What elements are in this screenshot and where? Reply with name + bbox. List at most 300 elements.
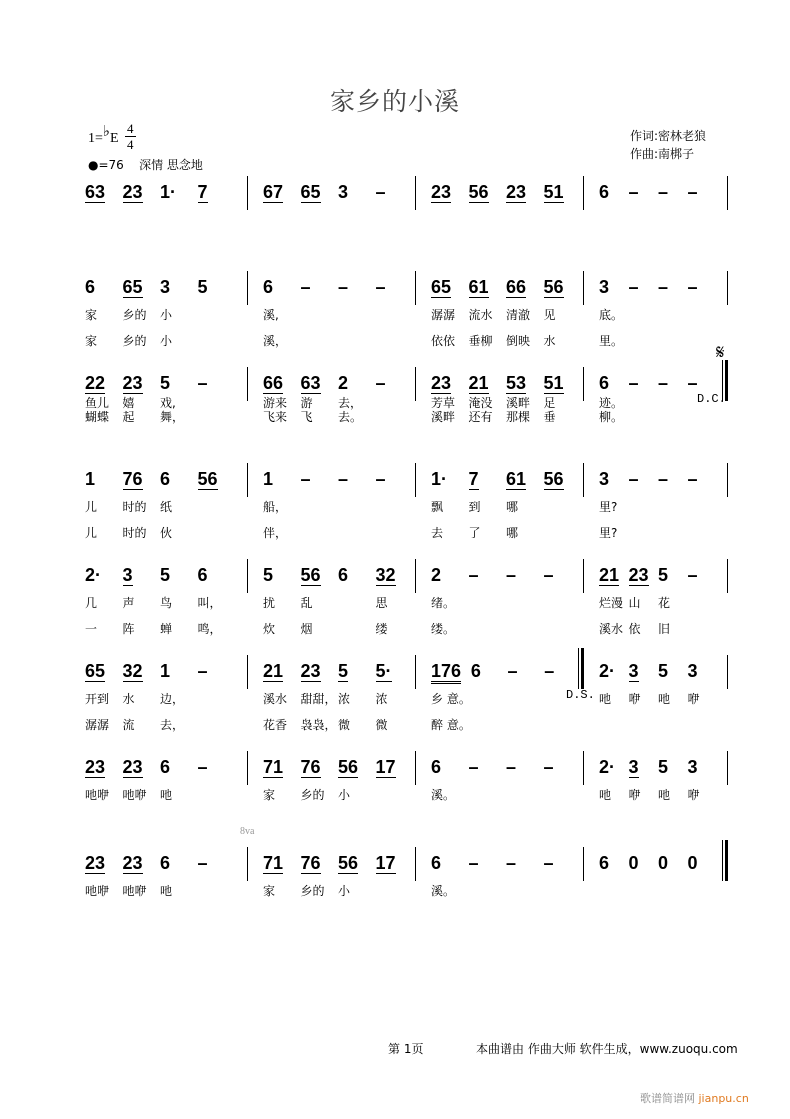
note-column [469,852,507,898]
note [160,276,170,298]
lyric-verse-1: 溪。 [431,788,456,802]
note [658,756,668,778]
measure [85,660,235,732]
lyric-verse-2: 溪畔 [431,410,456,424]
note-column [376,564,414,636]
note [469,372,489,394]
note [431,756,441,778]
measure [263,756,413,802]
lyric-verse-1: 纸 [160,500,173,514]
note-column [160,276,198,348]
lyric-verse-2: 哪 [506,526,519,540]
note [629,660,639,682]
note-value: – [687,277,698,297]
note [506,852,516,874]
note-column [376,468,414,540]
note [599,468,609,490]
note [544,372,564,394]
note-column [658,660,688,706]
expression: 深情 思念地 [139,158,203,172]
note-column [338,852,376,898]
note-column [599,468,629,540]
note-column [338,660,376,732]
lyric-verse-1: 时的 [122,500,147,514]
note-value: 23 [431,373,452,393]
note [85,181,105,203]
watermark [640,1090,749,1106]
note-column [544,756,582,802]
note [599,756,615,778]
lyric-verse-2: 倒映 [506,334,531,348]
note-value: 65 [85,661,106,681]
lyric-verse-1: 开到 [85,692,110,706]
lyric-verse-2: 伙 [160,526,173,540]
note [160,372,170,394]
lyric-verse-1: 潺潺 [431,308,456,322]
note-value: 23 [628,565,649,585]
note-column [376,852,414,898]
lyric-verse-1: 水 [122,692,135,706]
note-value: 65 [300,182,321,202]
note-value: – [197,373,208,393]
note-column [544,468,582,540]
note-value: 3 [338,182,349,202]
lyric-verse-2: 流 [122,718,135,732]
lyric-verse-1: 溪水 [263,692,288,706]
note-column [629,276,659,348]
lyric-verse-2: 蝴蝶 [85,410,110,424]
measure [431,276,581,348]
note-column [123,276,161,348]
lyric-verse-2: 去 [431,526,444,540]
note-value: 6 [599,182,610,202]
note-value: – [628,469,639,489]
measure [85,756,235,802]
note-column [658,852,688,874]
note-value: – [338,277,349,297]
barline [247,751,248,785]
note-value: 51 [543,182,564,202]
lyric-verse-1: 吔咿 [85,788,110,802]
note-value: 6 [599,853,610,873]
note [301,276,311,298]
note [263,852,283,874]
lyric-verse-2: 垂 [543,410,556,424]
lyric-verse-2: 花香 [263,718,288,732]
note-column [338,181,376,203]
note-value: 0 [628,853,639,873]
note-value: 6 [338,565,349,585]
note-column [338,276,376,348]
note-column [301,468,339,540]
note-value: 1 [85,469,96,489]
lyric-verse-1: 到 [468,500,481,514]
measure [599,276,717,348]
note-value: 6 [599,373,610,393]
note-value: – [506,757,517,777]
note [629,181,639,203]
note-value: 3 [687,661,698,681]
note-value: – [338,469,349,489]
staff-system [0,181,790,271]
note-column [263,852,301,898]
note [599,852,609,874]
note-value: – [506,565,517,585]
note-value: 3 [122,565,133,585]
note-value: 23 [85,853,106,873]
note [688,372,698,394]
page-number: 第 1页 [388,1042,424,1056]
barline [415,367,416,401]
note-column [160,660,198,732]
lyric-verse-1: 吔咿 [122,788,147,802]
note-value: 3 [628,757,639,777]
note-column [263,660,301,732]
note [338,276,348,298]
note-value: 21 [599,565,620,585]
key-prefix: 1= [88,131,103,146]
barline [583,751,584,785]
note-column [629,756,659,802]
lyric-verse-1: 烂漫 [599,596,624,610]
note [688,468,698,490]
note-value: – [506,853,517,873]
note [431,564,441,586]
note [469,756,479,778]
note [544,181,564,203]
note [301,852,321,874]
note-column [85,276,123,348]
lyric-verse-1: 吔 [160,788,173,802]
note-value: 6 [160,469,171,489]
barline [415,271,416,305]
note [469,276,489,298]
note [688,756,698,778]
note-value: 5 [658,565,669,585]
lyric-verse-1: 吔 [160,884,173,898]
note [198,852,208,874]
quarter-note-icon: ● [88,158,99,172]
note-value: – [658,373,669,393]
note [338,181,348,203]
note-column [506,468,544,540]
lyric-verse-2: 还有 [468,410,493,424]
note-column [629,564,659,636]
repeat-mark: D.C. [697,392,726,406]
measure [431,756,581,802]
note-value: 56 [197,469,218,489]
barline [247,367,248,401]
note-column [263,468,301,540]
note-column [123,181,161,203]
note-value: 6 [470,661,481,681]
note-value: 17 [375,853,396,873]
lyric-verse-1: 乡 意。 [431,692,471,706]
lyric-verse-2: 烟 [300,622,313,636]
note [123,660,143,682]
measure [431,181,581,203]
lyric-verse-1: 绪。 [431,596,456,610]
note-column [263,372,301,424]
note [198,372,208,394]
note [658,372,668,394]
note-column [123,660,161,732]
note-value: 56 [300,565,321,585]
note-value: 22 [85,373,106,393]
note-column [544,852,582,898]
note-column [431,372,469,424]
note-value: 66 [263,373,284,393]
note [160,852,170,874]
lyric-verse-1: 乡的 [122,308,147,322]
note-column [85,852,123,898]
measure [599,660,717,706]
note [629,564,649,586]
note-value: 32 [375,565,396,585]
note [658,468,668,490]
ottava-mark: 8va [240,826,255,837]
note-value: 71 [263,757,284,777]
note-column [85,468,123,540]
note-column [544,372,582,424]
note [506,181,526,203]
note [123,468,143,490]
note-column [629,660,659,706]
note [376,181,386,203]
note-value: 23 [431,182,452,202]
note-value: 0 [687,853,698,873]
note-column [376,276,414,348]
note-column [123,372,161,424]
note-column [263,756,301,802]
lyric-verse-2: 时的 [122,526,147,540]
lyric-verse-2: 家 [85,334,98,348]
lyric-verse-1: 迹。 [599,396,624,410]
note-column [629,468,659,540]
note-value: 56 [543,469,564,489]
note [123,756,143,778]
note-column [506,756,544,802]
note [508,660,518,682]
note [599,660,615,682]
note [599,564,619,586]
note-column [338,372,376,424]
note-column [376,181,414,203]
note-value: 2 [431,565,442,585]
note [198,181,208,203]
note-column [198,756,236,802]
lyric-verse-1: 鱼儿 [85,396,110,410]
note [599,181,609,203]
note [198,756,208,778]
lyric-verse-1: 吔 [599,692,612,706]
note-value: – [543,853,554,873]
note-column [629,372,659,424]
note-value: 6 [85,277,96,297]
note-column [469,181,507,203]
note-column [506,276,544,348]
lyric-verse-1: 吔 [658,788,671,802]
measure [431,372,581,424]
note-value: 1· [160,182,177,202]
note [688,564,698,586]
measure [85,564,235,636]
note-column [599,852,629,874]
lyric-verse-1: 乡的 [300,788,325,802]
repeat-mark: D.S. [566,688,595,702]
note [123,276,143,298]
note-column [431,756,469,802]
measure [431,468,581,540]
note-value: – [375,182,386,202]
note-column [544,564,582,636]
lyric-verse-2: 了 [468,526,481,540]
note [85,564,101,586]
note [263,660,283,682]
lyric-verse-1: 山 [628,596,641,610]
lyric-verse-2: 鸣， [197,622,222,636]
barline [727,751,728,785]
note-value: – [375,277,386,297]
note-value: – [507,661,518,681]
measure [431,852,581,898]
note [160,181,176,203]
lyric-verse-1: 乡的 [300,884,325,898]
lyric-verse-1: 边， [160,692,185,706]
note [338,564,348,586]
lyric-verse-1: 浓 [338,692,351,706]
note [629,468,639,490]
note-value: 17 [375,757,396,777]
lyric-verse-1: 戏, [160,396,176,410]
measure [599,756,717,802]
note-value: 56 [338,853,359,873]
lyric-verse-2: 乡的 [122,334,147,348]
note-column [123,756,161,802]
note [431,276,451,298]
barline [583,367,584,401]
lyric-verse-1: 哪 [506,500,519,514]
note [376,564,396,586]
note-value: 5 [197,277,208,297]
time-top: 4 [127,121,134,136]
note [506,276,526,298]
lyric-verse-2: 微 [375,718,388,732]
note [431,372,451,394]
lyric-verse-1: 流水 [468,308,493,322]
note [376,852,396,874]
note-column [198,276,236,348]
note-value: 1 [160,661,171,681]
note-value: 23 [122,853,143,873]
note-value: 56 [468,182,489,202]
note-column [629,181,659,203]
note [376,468,386,490]
measure [599,852,717,874]
barline [247,559,248,593]
note-column [301,756,339,802]
note-column [431,181,469,203]
lyric-verse-2: 飞来 [263,410,288,424]
lyric-verse-2: 一 [85,622,98,636]
note [301,756,321,778]
note-column [338,468,376,540]
note [160,468,170,490]
lyric-verse-1: 底。 [599,308,624,322]
note [85,372,105,394]
note-column [198,372,236,424]
note-column [198,660,236,732]
note [629,756,639,778]
note-column [599,660,629,706]
watermark-en: jianpu.cn [698,1092,749,1105]
note [506,468,526,490]
tempo-marking [88,156,203,173]
note [301,660,321,682]
note-column [376,660,414,732]
lyric-verse-1: 思 [375,596,388,610]
note-column [338,756,376,802]
note-value: 23 [122,757,143,777]
note-column [658,756,688,802]
note-value: – [375,469,386,489]
lyric-verse-2: 缕。 [431,622,456,636]
lyric-verse-2: 那棵 [506,410,531,424]
note-column [198,468,236,540]
note-value: 23 [300,661,321,681]
note [123,372,143,394]
lyric-verse-1: 扰 [263,596,276,610]
barline [415,847,416,881]
note-value: 2· [85,565,102,585]
note-value: – [468,565,479,585]
note-value: 76 [300,757,321,777]
note-column [658,564,688,636]
note [599,372,609,394]
note-value: – [468,757,479,777]
barline [247,655,248,689]
lyric-verse-2: 炊 [263,622,276,636]
lyric-verse-2: 里? [599,526,618,540]
lyric-verse-2: 袅袅， [300,718,337,732]
note [629,372,639,394]
note-value: 5 [338,661,349,681]
lyric-verse-1: 吔咿 [122,884,147,898]
barline [247,463,248,497]
lyric-verse-2: 溪， [263,334,288,348]
note-column [431,660,471,732]
note-column [376,372,414,424]
note [198,468,218,490]
note [198,276,208,298]
note-column [469,564,507,636]
note-value: – [658,182,669,202]
barline [415,559,416,593]
staff-system [0,756,790,846]
barline [583,847,584,881]
note-value: 2· [599,661,616,681]
note [431,181,451,203]
measure [85,276,235,348]
note-column [85,372,123,424]
note-column [658,372,688,424]
note-value: 21 [263,661,284,681]
lyric-verse-2: 儿 [85,526,98,540]
measure [263,276,413,348]
note [629,276,639,298]
note-column [599,372,629,424]
note-value: – [687,469,698,489]
